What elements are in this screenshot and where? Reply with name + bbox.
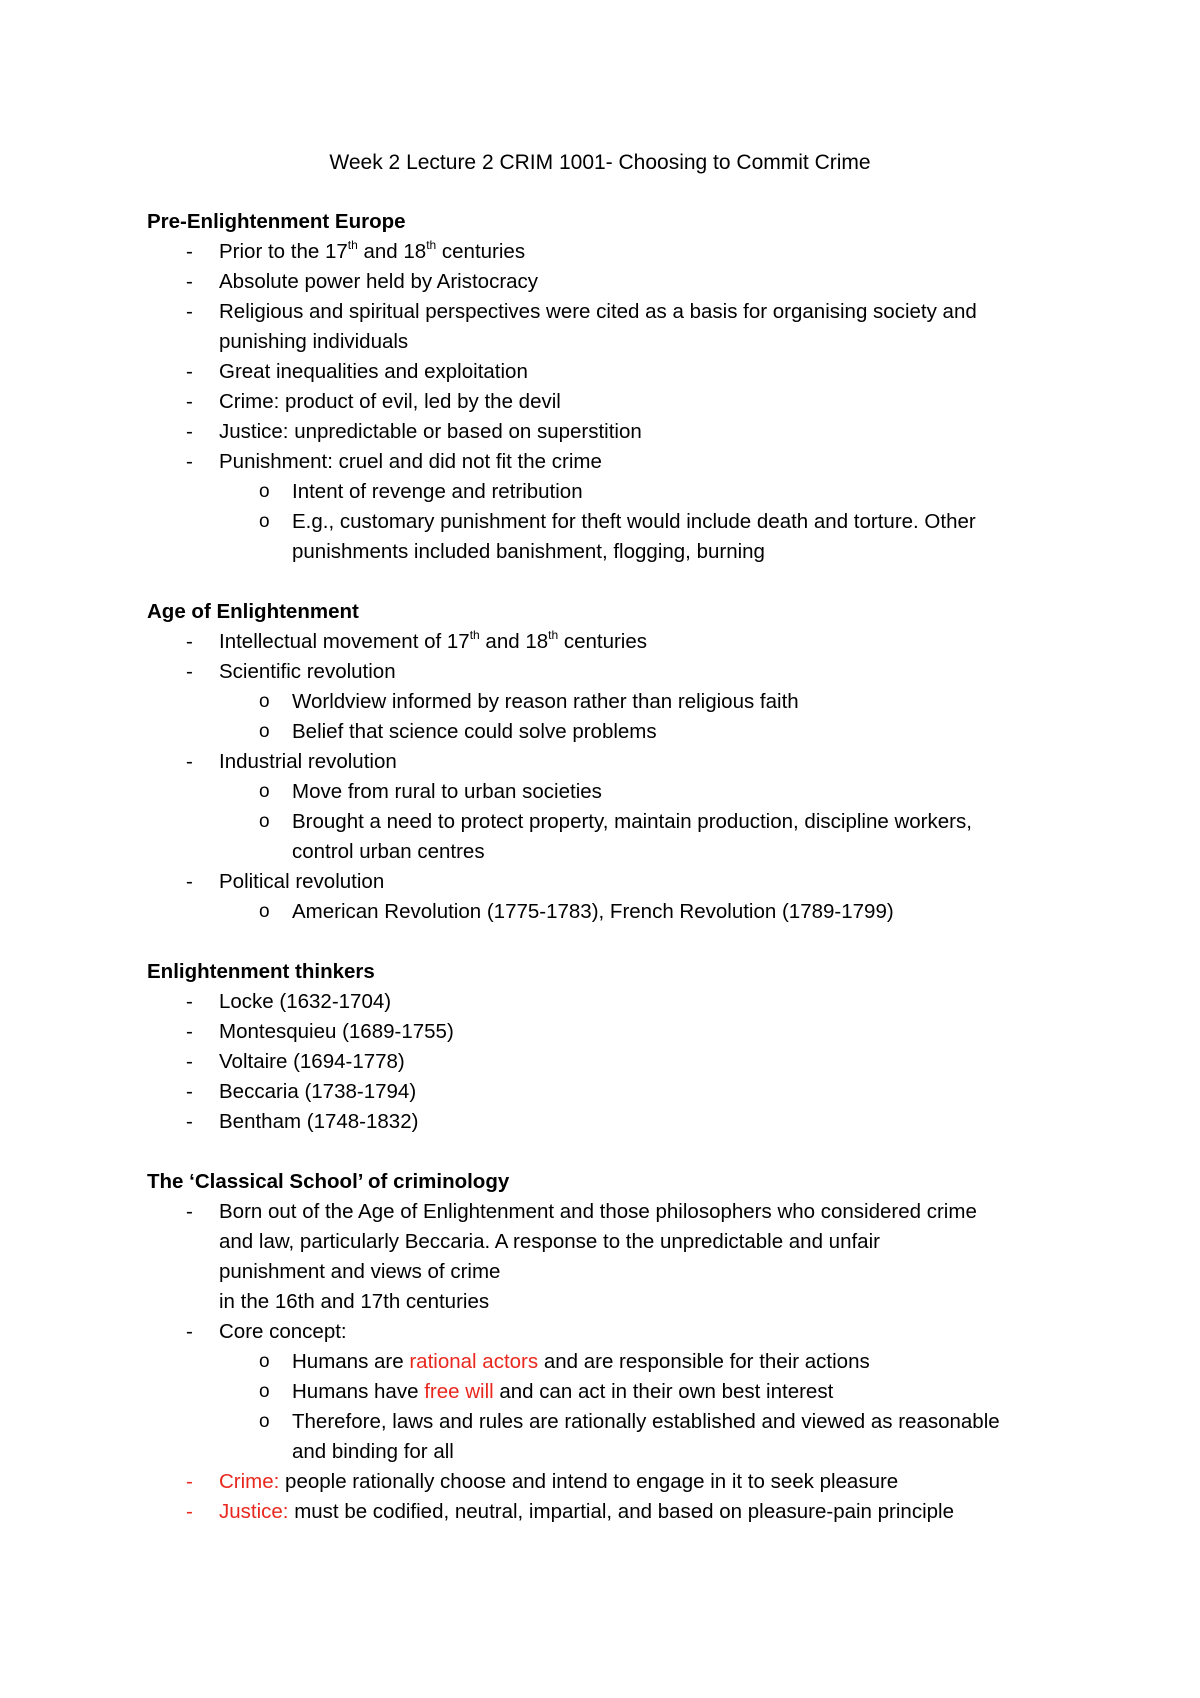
dash-marker: -: [186, 870, 193, 893]
dash-marker: -: [186, 450, 193, 473]
highlighted-term: free will: [424, 1380, 494, 1403]
dash-marker: -: [186, 1050, 193, 1073]
dash-marker: -: [186, 1020, 193, 1043]
list-item: Locke (1632-1704): [219, 990, 392, 1013]
dash-marker: -: [186, 360, 193, 383]
list-item: Born out of the Age of Enlightenment and those philosophers who considered crime: [219, 1200, 977, 1223]
bullet-marker: o: [259, 811, 270, 832]
list-item: Prior to the 17th and 18th centuries: [219, 238, 526, 263]
dash-marker: -: [186, 1110, 193, 1133]
list-item-continuation: punishment and views of crime: [219, 1260, 501, 1283]
list-item: Justice: must be codified, neutral, impartial, and based on pleasure-pain principle: [219, 1500, 954, 1523]
sub-list-item: Worldview informed by reason rather than religious faith: [292, 690, 799, 713]
list-item: Scientific revolution: [219, 660, 396, 683]
bullet-marker: o: [259, 721, 270, 742]
list-item: Religious and spiritual perspectives were cited as a basis for organising society and: [219, 300, 977, 323]
highlighted-term: Justice:: [219, 1500, 289, 1523]
dash-marker: -: [186, 1320, 193, 1343]
sub-list-item: Intent of revenge and retribution: [292, 480, 583, 503]
bullet-marker: o: [259, 1411, 270, 1432]
dash-marker: -: [186, 1080, 193, 1103]
section-heading-classical-school: The ‘Classical School’ of criminology: [147, 1170, 510, 1193]
dash-marker: -: [186, 1200, 193, 1223]
highlighted-term: Crime:: [219, 1470, 280, 1493]
list-item: Great inequalities and exploitation: [219, 360, 528, 383]
sub-list-item-continuation: and binding for all: [292, 1440, 454, 1463]
bullet-marker: o: [259, 1381, 270, 1402]
dash-marker: -: [186, 240, 193, 263]
list-item: Justice: unpredictable or based on superstition: [219, 420, 642, 443]
dash-marker: -: [186, 1470, 193, 1493]
bullet-marker: o: [259, 781, 270, 802]
bullet-marker: o: [259, 691, 270, 712]
list-item: Voltaire (1694-1778): [219, 1050, 405, 1073]
sub-list-item: Move from rural to urban societies: [292, 780, 602, 803]
bullet-marker: o: [259, 1351, 270, 1372]
list-item-continuation: and law, particularly Beccaria. A response to the unpredictable and unfair: [219, 1230, 880, 1253]
sub-list-item: Brought a need to protect property, maintain production, discipline workers,: [292, 810, 972, 833]
list-item: Montesquieu (1689-1755): [219, 1020, 454, 1043]
sub-list-item: Therefore, laws and rules are rationally established and viewed as reasonable: [292, 1410, 1000, 1433]
sub-list-item: E.g., customary punishment for theft would include death and torture. Other: [292, 510, 976, 533]
list-item: Crime: people rationally choose and intend to engage in it to seek pleasure: [219, 1470, 899, 1493]
list-item: Bentham (1748-1832): [219, 1110, 419, 1133]
dash-marker: -: [186, 630, 193, 653]
list-item: Beccaria (1738-1794): [219, 1080, 417, 1103]
sub-list-item: Humans have free will and can act in their own best interest: [292, 1380, 834, 1403]
dash-marker: -: [186, 300, 193, 323]
dash-marker: -: [186, 990, 193, 1013]
dash-marker: -: [186, 390, 193, 413]
dash-marker: -: [186, 270, 193, 293]
dash-marker: -: [186, 750, 193, 773]
list-item: Punishment: cruel and did not fit the crime: [219, 450, 602, 473]
list-item: Intellectual movement of 17th and 18th centuries: [219, 628, 648, 653]
dash-marker: -: [186, 1500, 193, 1523]
sub-list-item-continuation: punishments included banishment, flogging, burning: [292, 540, 765, 563]
page-title: Week 2 Lecture 2 CRIM 1001- Choosing to Commit Crime: [329, 151, 871, 174]
sub-list-item: Humans are rational actors and are responsible for their actions: [292, 1350, 870, 1373]
list-item: Industrial revolution: [219, 750, 397, 773]
dash-marker: -: [186, 420, 193, 443]
list-item-continuation: in the 16th and 17th centuries: [219, 1290, 490, 1313]
bullet-marker: o: [259, 481, 270, 502]
list-item: Political revolution: [219, 870, 385, 893]
list-item-continuation: punishing individuals: [219, 330, 409, 353]
bullet-marker: o: [259, 511, 270, 532]
section-heading-pre-enlightenment: Pre-Enlightenment Europe: [147, 210, 406, 233]
highlighted-term: rational actors: [409, 1350, 539, 1373]
list-item: Core concept:: [219, 1320, 347, 1343]
sub-list-item-continuation: control urban centres: [292, 840, 485, 863]
sub-list-item: Belief that science could solve problems: [292, 720, 657, 743]
section-heading-enlightenment-thinkers: Enlightenment thinkers: [147, 960, 375, 983]
bullet-marker: o: [259, 901, 270, 922]
list-item: Crime: product of evil, led by the devil: [219, 390, 561, 413]
dash-marker: -: [186, 660, 193, 683]
list-item: Absolute power held by Aristocracy: [219, 270, 539, 293]
sub-list-item: American Revolution (1775-1783), French Revolution (1789-1799): [292, 900, 894, 923]
section-heading-age-of-enlightenment: Age of Enlightenment: [147, 600, 359, 623]
